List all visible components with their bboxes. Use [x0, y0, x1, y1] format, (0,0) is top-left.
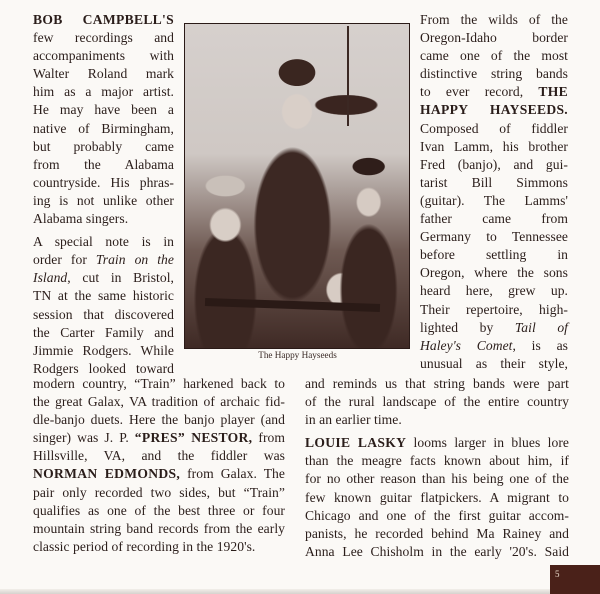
- text-line: before settling in: [420, 247, 568, 263]
- text-line: dle-banjo duets. Here the banjo player (and: [33, 412, 285, 428]
- text-line: session that discovered: [33, 306, 174, 322]
- text-line: mountain string band records from the early: [33, 520, 285, 536]
- text-line: Jimmie Rodgers. While: [33, 342, 174, 358]
- text-line: NORMAN EDMONDS, from Galax. The: [33, 466, 285, 482]
- text-line: Chicago and one of the first guitar accom-: [305, 507, 569, 523]
- text-line: Alabama singers.: [33, 211, 129, 227]
- text-line: ing is not unlike other: [33, 192, 174, 208]
- text-line: qualifies as one of the best three or four: [33, 502, 285, 518]
- text-line: Anna Lee Chisholm in the early '20's. Said: [305, 543, 569, 559]
- text-line: Hillsville, VA, and the fiddler was: [33, 448, 285, 464]
- text-line: order for Train on the: [33, 252, 174, 268]
- text-line: distinctive string bands: [420, 66, 568, 82]
- left-wide-text: [33, 375, 285, 556]
- fiddle-bow-shape: [347, 26, 349, 126]
- text-line: Oregon-Idaho border: [420, 30, 568, 46]
- text-line: (guitar). The Lamms': [420, 192, 568, 208]
- text-line: He may have been a: [33, 102, 174, 118]
- text-line: Walter Roland mark: [33, 66, 174, 82]
- right-column-text: [420, 11, 568, 373]
- text-line: tarist Bill Simmons: [420, 174, 568, 190]
- text-line: of the rural landscape of the entire country: [305, 394, 569, 410]
- text-line: Island, cut in Bristol,: [33, 270, 174, 286]
- text-line: singer) was J. P. “PRES” NESTOR, from: [33, 430, 285, 446]
- text-line: HAPPY HAYSEEDS.: [420, 102, 568, 118]
- text-line: than the meagre facts known about him, if: [305, 453, 569, 469]
- photo: [184, 23, 410, 349]
- text-line: to ever record, THE: [420, 84, 568, 100]
- text-line: Rodgers looked toward: [33, 360, 174, 376]
- text-line: LOUIE LASKY looms larger in blues lore: [305, 435, 569, 451]
- right-wide-text: [305, 375, 569, 561]
- text-line: BOB CAMPBELL'S: [33, 12, 174, 27]
- text-line: few known guitar flatpickers. A migrant to: [305, 489, 569, 505]
- text-line: native of Birmingham,: [33, 120, 174, 136]
- text-line: classic period of recording in the 1920's.: [33, 538, 256, 554]
- text-line: heard here, grew up.: [420, 283, 568, 299]
- guitar-neck-shape: [205, 298, 380, 312]
- text-line: father came from: [420, 211, 568, 227]
- text-line: pair only recorded two sides, but “Train”: [33, 484, 285, 500]
- photo-caption: The Happy Hayseeds: [258, 350, 337, 360]
- text-line: panists, he recorded behind Ma Rainey and: [305, 525, 569, 541]
- text-line: Their repertoire, high-: [420, 301, 568, 317]
- text-line: and reminds us that string bands were part: [305, 376, 569, 391]
- text-line: From the wilds of the: [420, 12, 568, 27]
- text-line: TN at the same historic: [33, 288, 174, 304]
- text-line: A special note is in: [33, 234, 174, 250]
- text-line: Composed of fiddler: [420, 120, 568, 136]
- text-line: lighted by Tail of: [420, 319, 568, 335]
- text-line: modern country, “Train” harkened back to: [33, 376, 285, 391]
- text-line: from the Alabama: [33, 156, 174, 172]
- text-line: came one of the most: [420, 48, 568, 64]
- text-line: few recordings and: [33, 30, 174, 46]
- text-line: him as a major artist.: [33, 84, 174, 100]
- text-line: Fred (banjo), and gui-: [420, 156, 568, 172]
- text-line: Oregon, where the sons: [420, 265, 568, 281]
- page-edge: [0, 589, 550, 594]
- text-line: in an earlier time.: [305, 412, 402, 428]
- text-line: Haley's Comet, is as: [420, 337, 568, 353]
- text-line: Germany to Tennessee: [420, 229, 568, 245]
- text-line: countryside. His phras-: [33, 174, 174, 190]
- left-column-text: [33, 11, 174, 378]
- text-line: unusual as their style,: [420, 355, 568, 371]
- text-line: but probably came: [33, 138, 174, 154]
- text-line: Ivan Lamm, his brother: [420, 138, 568, 154]
- text-line: for no other reason than his being one of the: [305, 471, 569, 487]
- text-line: accompaniments with: [33, 48, 174, 64]
- text-line: the Carter Family and: [33, 324, 174, 340]
- text-line: the great Galax, VA tradition of archaic fid-: [33, 394, 285, 410]
- page-number: 5: [550, 565, 600, 594]
